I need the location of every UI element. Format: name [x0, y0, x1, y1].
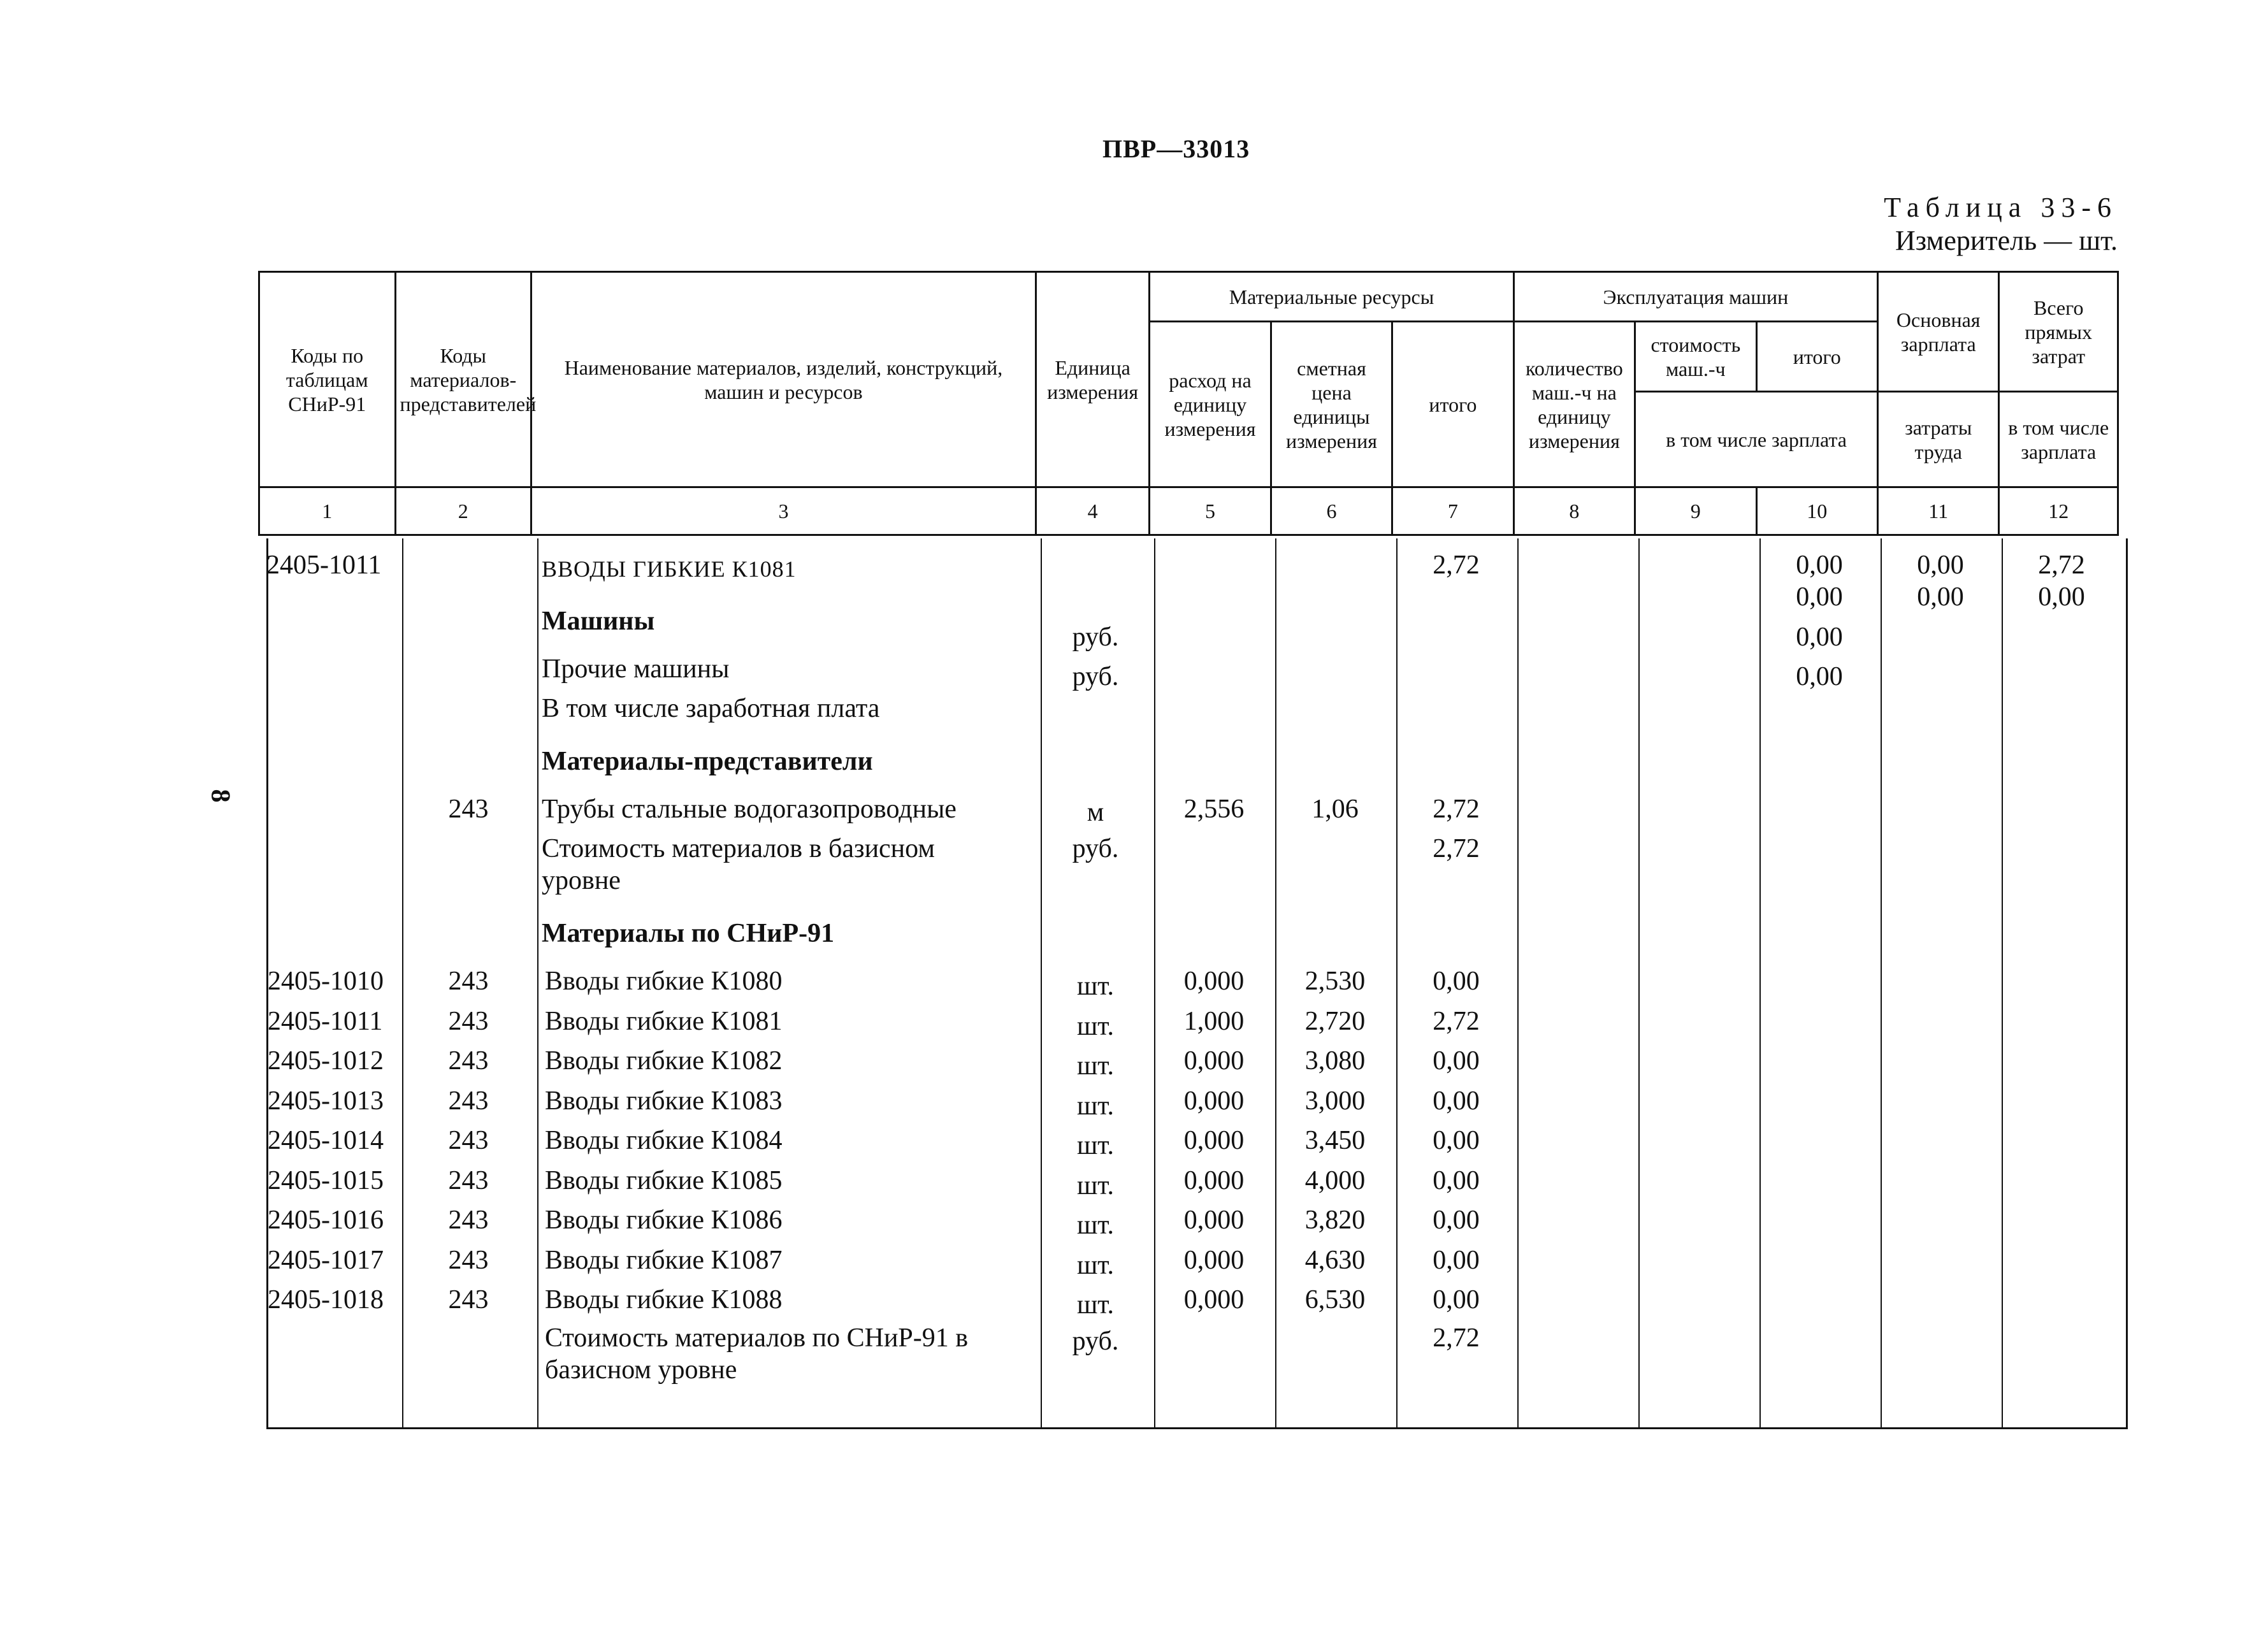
table-caption	[1884, 191, 2118, 257]
column-number: 3	[531, 487, 1036, 535]
row-qty: 0,000	[1183, 1046, 1245, 1076]
row-qty: 0,000	[1183, 1165, 1245, 1195]
row-price: 3,080	[1304, 1046, 1366, 1076]
column-number: 5	[1150, 487, 1271, 535]
header-col-3: Наименование материалов, изделий, конструкций, машин и ресурсов	[531, 272, 1036, 487]
column-number: 1	[259, 487, 396, 535]
row-code2: 243	[448, 1046, 489, 1076]
header-col-4: Единица измерения	[1036, 272, 1149, 487]
row-price: 4,630	[1304, 1245, 1366, 1275]
header-col-12-top: Всего прямых затрат	[1999, 272, 2118, 392]
row-total: 0,00	[1433, 1046, 1480, 1076]
row-total: 0,00	[1433, 1165, 1480, 1195]
row-code2: 243	[448, 1285, 489, 1315]
row-price: 2,720	[1304, 1006, 1366, 1036]
row-price: 2,530	[1304, 967, 1366, 996]
column-number: 9	[1635, 487, 1756, 535]
column-number: 4	[1036, 487, 1149, 535]
row-total: 2,72	[1433, 795, 1480, 824]
row-name: Трубы стальные водогазопроводные	[542, 795, 957, 824]
row-code: 2405-1015	[268, 1165, 384, 1195]
column-number: 6	[1271, 487, 1392, 535]
row-price: 6,530	[1304, 1285, 1366, 1315]
row-code: 2405-1018	[268, 1285, 384, 1315]
column-number: 12	[1999, 487, 2118, 535]
header-col-6: сметная цена единицы измерения	[1271, 322, 1392, 487]
row-unit: руб.	[1072, 623, 1119, 652]
header-col-9-10-sub: в том числе зарплата	[1635, 392, 1878, 487]
row-col11: 0,00	[1917, 582, 1964, 612]
row-total: 2,72	[1433, 551, 1480, 580]
row-unit: шт.	[1076, 1011, 1115, 1041]
document-code: ПВР—33013	[1102, 134, 1250, 163]
page-number: 8	[205, 789, 235, 803]
header-col-11-bottom: затраты труда	[1877, 392, 1998, 487]
row-unit: руб.	[1072, 662, 1119, 691]
row-total: 0,00	[1433, 1285, 1480, 1315]
column-number-row	[259, 487, 2118, 535]
row-code2: 243	[448, 795, 489, 824]
header-col-7: итого	[1392, 322, 1513, 487]
row-qty: 0,000	[1183, 1206, 1245, 1235]
column-divider	[1881, 538, 1882, 1427]
row-col10: 0,00	[1796, 582, 1843, 612]
row-total: 0,00	[1433, 1245, 1480, 1275]
row-unit: шт.	[1076, 1131, 1115, 1160]
row-unit: шт.	[1076, 1091, 1115, 1121]
column-number: 2	[395, 487, 531, 535]
row-name: Вводы гибкие К1086	[545, 1206, 783, 1235]
row-qty: 0,000	[1183, 967, 1245, 996]
table-header	[258, 271, 2119, 536]
row-col12: 0,00	[2038, 582, 2085, 612]
row-code: 2405-1011	[266, 551, 382, 580]
row-unit: шт.	[1076, 972, 1115, 1001]
table-measure: Измеритель — шт.	[1895, 225, 2118, 256]
row-total: 2,72	[1433, 1323, 1480, 1353]
table-name: Таблица 33-6	[1884, 192, 2118, 223]
row-name: Вводы гибкие К1080	[545, 967, 783, 996]
column-number: 10	[1756, 487, 1877, 535]
row-price: 3,450	[1304, 1126, 1366, 1155]
row-qty: 0,000	[1183, 1285, 1245, 1315]
column-divider	[1638, 538, 1640, 1427]
row-code: 2405-1017	[268, 1245, 384, 1275]
row-price: 1,06	[1311, 795, 1359, 824]
row-col10: 0,00	[1796, 623, 1843, 652]
header-col-8: количество маш.-ч на единицу измерения	[1513, 322, 1635, 487]
row-total: 0,00	[1433, 967, 1480, 996]
row-name: Вводы гибкие К1087	[545, 1245, 783, 1275]
column-divider	[537, 538, 538, 1427]
header-col-5: расход на единицу измерения	[1150, 322, 1271, 487]
row-qty: 0,000	[1183, 1126, 1245, 1155]
row-qty: 0,000	[1183, 1086, 1245, 1116]
row-col12: 2,72	[2038, 551, 2085, 580]
row-unit: шт.	[1076, 1051, 1115, 1081]
row-unit: шт.	[1076, 1290, 1115, 1320]
row-code: 2405-1011	[268, 1006, 383, 1036]
row-total: 2,72	[1433, 1006, 1480, 1036]
column-divider	[1517, 538, 1519, 1427]
row-name: Вводы гибкие К1081	[545, 1006, 783, 1036]
header-col-10: итого	[1756, 322, 1877, 392]
row-code: 2405-1010	[268, 967, 384, 996]
header-group-machines: Эксплуатация машин	[1513, 272, 1877, 322]
header-col-1: Коды по таблицам СНиР-91	[259, 272, 396, 487]
row-qty: 0,000	[1183, 1245, 1245, 1275]
column-divider	[2002, 538, 2003, 1427]
row-name: Прочие машины	[542, 654, 730, 684]
row-code2: 243	[448, 1245, 489, 1275]
section-heading-machines: Машины	[542, 607, 655, 636]
row-qty: 2,556	[1183, 795, 1245, 824]
row-price: 3,820	[1304, 1206, 1366, 1235]
row-name: В том числе заработная плата	[542, 694, 880, 723]
column-number: 7	[1392, 487, 1513, 535]
row-code: 2405-1013	[268, 1086, 384, 1116]
row-name-line2: базисном уровне	[545, 1355, 737, 1385]
header-col-12-bottom: в том числе зарплата	[1999, 392, 2118, 487]
row-total: 0,00	[1433, 1086, 1480, 1116]
row-name: Вводы гибкие К1083	[545, 1086, 783, 1116]
row-price: 3,000	[1304, 1086, 1366, 1116]
row-name: Вводы гибкие К1084	[545, 1126, 783, 1155]
section-heading-snir: Материалы по СНиР-91	[542, 919, 835, 948]
header-col-2: Коды материалов-представителей	[395, 272, 531, 487]
row-unit: шт.	[1076, 1211, 1115, 1240]
row-code2: 243	[448, 1006, 489, 1036]
row-name: Вводы гибкие К1088	[545, 1285, 783, 1315]
row-unit: руб.	[1072, 1327, 1119, 1356]
row-name-line1: Стоимость материалов в базисном	[542, 834, 935, 863]
row-name: Вводы гибкие К1082	[545, 1046, 783, 1076]
row-name-line2: уровне	[542, 866, 621, 895]
row-total: 0,00	[1433, 1206, 1480, 1235]
row-qty: 1,000	[1183, 1006, 1245, 1036]
row-price: 4,000	[1304, 1165, 1366, 1195]
row-code2: 243	[448, 1126, 489, 1155]
row-code2: 243	[448, 1206, 489, 1235]
row-code2: 243	[448, 1165, 489, 1195]
row-code: 2405-1016	[268, 1206, 384, 1235]
column-number: 11	[1877, 487, 1998, 535]
row-col10: 0,00	[1796, 551, 1843, 580]
row-total: 0,00	[1433, 1126, 1480, 1155]
row-name: Вводы гибкие К1085	[545, 1165, 783, 1195]
row-col10: 0,00	[1796, 662, 1843, 691]
header-col-11-top: Основная зарплата	[1877, 272, 1998, 392]
row-unit: шт.	[1076, 1250, 1115, 1280]
column-number: 8	[1513, 487, 1635, 535]
header-col-9: стоимость маш.-ч	[1635, 322, 1756, 392]
section-heading-representatives: Материалы-представители	[542, 747, 873, 776]
row-code2: 243	[448, 967, 489, 996]
row-unit: м	[1087, 798, 1104, 827]
header-group-materials: Материальные ресурсы	[1150, 272, 1513, 322]
row-name: ВВОДЫ ГИБКИЕ К1081	[542, 556, 797, 582]
row-total: 2,72	[1433, 834, 1480, 863]
row-unit: руб.	[1072, 834, 1119, 863]
row-code: 2405-1012	[268, 1046, 384, 1076]
row-code: 2405-1014	[268, 1126, 384, 1155]
row-name-line1: Стоимость материалов по СНиР-91 в	[545, 1323, 969, 1353]
row-code2: 243	[448, 1086, 489, 1116]
row-unit: шт.	[1076, 1171, 1115, 1200]
row-col11: 0,00	[1917, 551, 1964, 580]
